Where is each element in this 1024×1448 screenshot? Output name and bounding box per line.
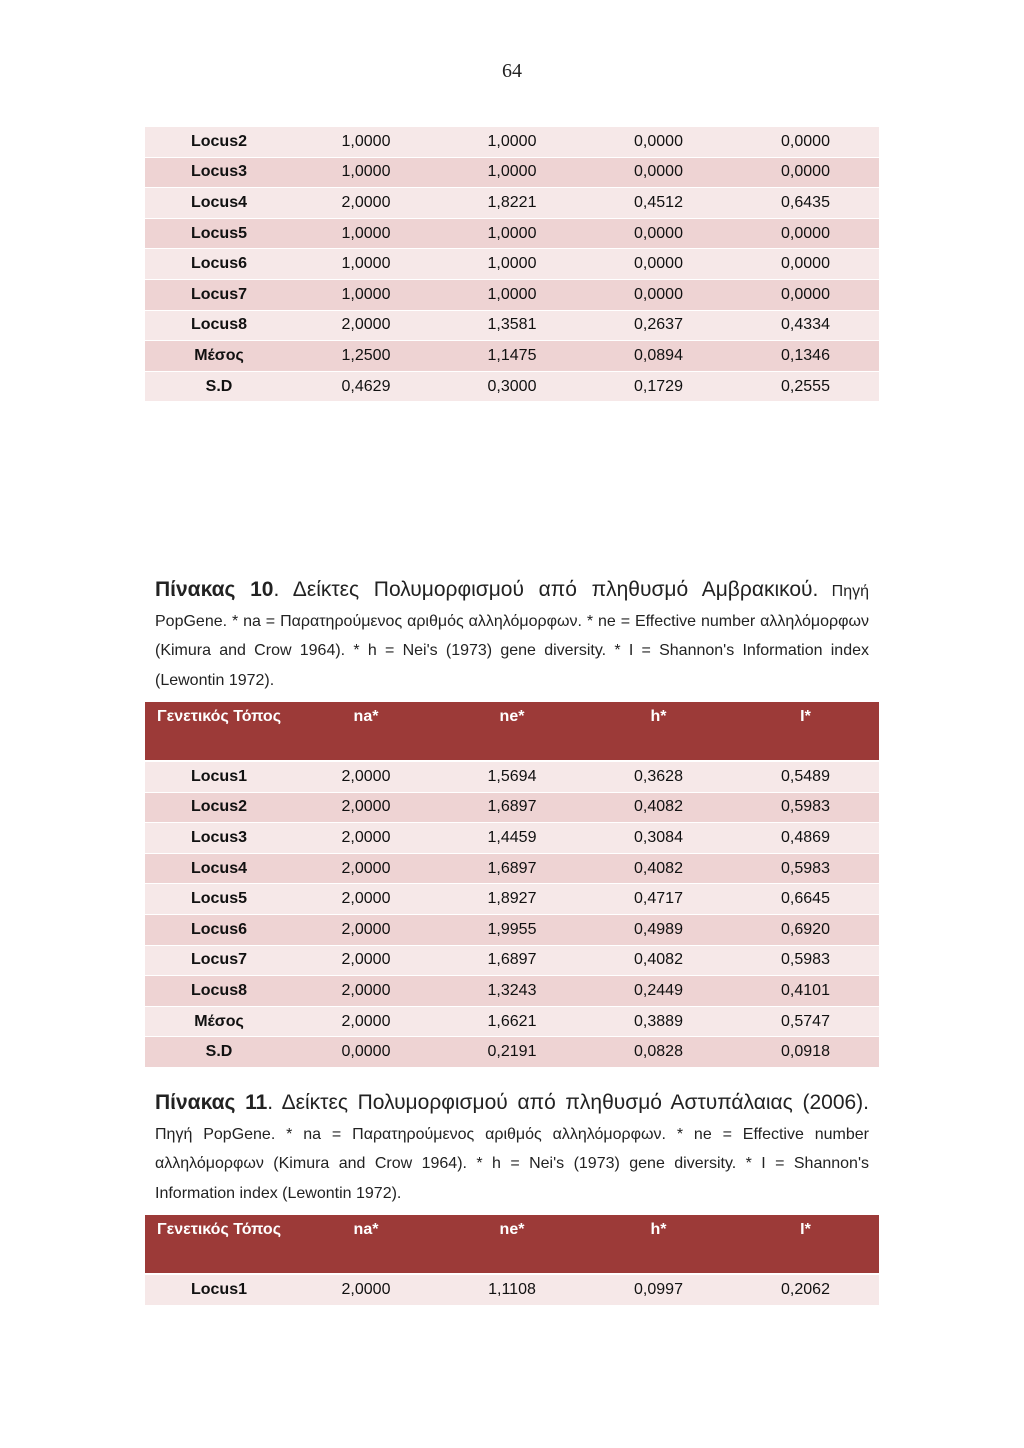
- table-row: [145, 792, 879, 823]
- table-row: [145, 823, 879, 854]
- cell-locus: Locus7: [145, 945, 293, 976]
- cell-h: 0,4082: [585, 853, 732, 884]
- cell-h: 0,3084: [585, 823, 732, 854]
- cell-h: 0,0894: [585, 341, 732, 372]
- table-row: [145, 218, 879, 249]
- cell-i: 0,6435: [732, 188, 879, 219]
- cell-na: 2,0000: [293, 914, 439, 945]
- table10: [145, 702, 879, 1068]
- cell-i: 0,4101: [732, 976, 879, 1007]
- cell-i: 0,1346: [732, 341, 879, 372]
- table10-header-row: [145, 702, 879, 761]
- cell-h: 0,2637: [585, 310, 732, 341]
- table-row: [145, 976, 879, 1007]
- cell-ne: 1,9955: [439, 914, 585, 945]
- cell-ne: 1,0000: [439, 127, 585, 157]
- cell-locus: Μέσος: [145, 341, 293, 372]
- cell-i: 0,0000: [732, 218, 879, 249]
- cell-locus: Locus1: [145, 761, 293, 792]
- cell-locus: Locus4: [145, 188, 293, 219]
- table11-caption: [155, 1088, 869, 1208]
- cell-ne: 0,2191: [439, 1037, 585, 1068]
- cell-na: 1,0000: [293, 218, 439, 249]
- cell-locus: Locus6: [145, 249, 293, 280]
- cell-na: 2,0000: [293, 976, 439, 1007]
- cell-h: 0,0000: [585, 249, 732, 280]
- cell-ne: 1,8221: [439, 188, 585, 219]
- cell-h: 0,4717: [585, 884, 732, 915]
- table11: [145, 1215, 879, 1306]
- table-row: [145, 1037, 879, 1068]
- cell-i: 0,2062: [732, 1274, 879, 1305]
- cell-na: 1,2500: [293, 341, 439, 372]
- cell-na: 2,0000: [293, 188, 439, 219]
- cell-ne: 1,0000: [439, 279, 585, 310]
- cell-locus: Locus8: [145, 976, 293, 1007]
- cell-h: 0,0000: [585, 218, 732, 249]
- table-row: [145, 945, 879, 976]
- table-row: [145, 371, 879, 402]
- table-row: [145, 853, 879, 884]
- cell-i: 0,5489: [732, 761, 879, 792]
- cell-h: 0,0000: [585, 279, 732, 310]
- cell-locus: Locus5: [145, 218, 293, 249]
- cell-locus: Locus2: [145, 127, 293, 157]
- table10-header-na: na*: [293, 702, 439, 761]
- cell-ne: 1,1475: [439, 341, 585, 372]
- cell-h: 0,3628: [585, 761, 732, 792]
- cell-na: 0,0000: [293, 1037, 439, 1068]
- table-row: [145, 914, 879, 945]
- cell-ne: 1,4459: [439, 823, 585, 854]
- table10-caption-text: Πηγή PopGene. * na = Παρατηρούμενος αριθμός αλληλόμορφων. * ne = Effective number αλληλόμορφων (Kimura and Crow 1964). * h = Nei's (1973) gene diversity. * I = Shannon's Information index (Lewontin 1972).: [155, 583, 870, 689]
- cell-i: 0,0000: [732, 279, 879, 310]
- cell-h: 0,4082: [585, 945, 732, 976]
- cell-locus: Locus1: [145, 1274, 293, 1305]
- cell-h: 0,3889: [585, 1006, 732, 1037]
- cell-na: 2,0000: [293, 853, 439, 884]
- cell-ne: 1,0000: [439, 157, 585, 188]
- cell-ne: 1,6897: [439, 792, 585, 823]
- cell-h: 0,0000: [585, 157, 732, 188]
- cell-i: 0,5747: [732, 1006, 879, 1037]
- table11-header-locus: Γενετικός Τόπος: [145, 1215, 293, 1274]
- cell-na: 2,0000: [293, 1274, 439, 1305]
- cell-ne: 1,6897: [439, 945, 585, 976]
- cell-i: 0,6920: [732, 914, 879, 945]
- table-row: [145, 310, 879, 341]
- cell-h: 0,2449: [585, 976, 732, 1007]
- cell-na: 1,0000: [293, 279, 439, 310]
- table10-caption: [155, 575, 869, 695]
- cell-i: 0,5983: [732, 945, 879, 976]
- cell-i: 0,4869: [732, 823, 879, 854]
- cell-i: 0,5983: [732, 792, 879, 823]
- cell-h: 0,0000: [585, 127, 732, 157]
- table-row: [145, 127, 879, 157]
- table10-caption-label: Πίνακας 10: [155, 578, 274, 601]
- cell-ne: 1,0000: [439, 218, 585, 249]
- cell-i: 0,0000: [732, 127, 879, 157]
- table11-header-i: I*: [732, 1215, 879, 1274]
- cell-i: 0,6645: [732, 884, 879, 915]
- cell-na: 2,0000: [293, 792, 439, 823]
- table10-header-ne: ne*: [439, 702, 585, 761]
- cell-ne: 0,3000: [439, 371, 585, 402]
- cell-ne: 1,0000: [439, 249, 585, 280]
- cell-i: 0,0000: [732, 249, 879, 280]
- cell-h: 0,0828: [585, 1037, 732, 1068]
- table10-body: [145, 761, 879, 1067]
- cell-i: 0,0000: [732, 157, 879, 188]
- table-continued: [145, 127, 879, 402]
- table11-caption-title: . Δείκτες Πολυμορφισμού από πληθυσμό Αστυπάλαιας (2006).: [267, 1091, 870, 1114]
- table-row: [145, 249, 879, 280]
- table-row: [145, 884, 879, 915]
- cell-ne: 1,3581: [439, 310, 585, 341]
- cell-h: 0,1729: [585, 371, 732, 402]
- cell-na: 2,0000: [293, 884, 439, 915]
- table11-header-h: h*: [585, 1215, 732, 1274]
- cell-h: 0,4082: [585, 792, 732, 823]
- cell-na: 2,0000: [293, 823, 439, 854]
- cell-na: 1,0000: [293, 127, 439, 157]
- cell-locus: Μέσος: [145, 1006, 293, 1037]
- cell-na: 2,0000: [293, 310, 439, 341]
- cell-na: 2,0000: [293, 761, 439, 792]
- cell-locus: S.D: [145, 371, 293, 402]
- table10-header-h: h*: [585, 702, 732, 761]
- cell-locus: S.D: [145, 1037, 293, 1068]
- table-continued-body: [145, 127, 879, 402]
- table11-header-na: na*: [293, 1215, 439, 1274]
- table-row: [145, 1006, 879, 1037]
- table11-body: [145, 1274, 879, 1305]
- table-row: [145, 279, 879, 310]
- table10-header-i: I*: [732, 702, 879, 761]
- cell-na: 1,0000: [293, 249, 439, 280]
- page-number: 64: [502, 60, 522, 82]
- table-row: [145, 761, 879, 792]
- table-row: [145, 157, 879, 188]
- cell-locus: Locus6: [145, 914, 293, 945]
- table10-header-locus: Γενετικός Τόπος: [145, 702, 293, 761]
- cell-h: 0,4512: [585, 188, 732, 219]
- cell-i: 0,0918: [732, 1037, 879, 1068]
- cell-ne: 1,6621: [439, 1006, 585, 1037]
- cell-ne: 1,5694: [439, 761, 585, 792]
- table11-caption-text: Πηγή PopGene. * na = Παρατηρούμενος αριθμός αλληλόμορφων. * ne = Effective number αλληλόμορφων (Kimura and Crow 1964). * h = Nei's (1973) gene diversity. * I = Shannon's Information index (Lewontin 1972).: [155, 1125, 869, 1202]
- table11-header-ne: ne*: [439, 1215, 585, 1274]
- table-row: [145, 1274, 879, 1305]
- cell-locus: Locus4: [145, 853, 293, 884]
- cell-na: 1,0000: [293, 157, 439, 188]
- cell-locus: Locus8: [145, 310, 293, 341]
- cell-na: 0,4629: [293, 371, 439, 402]
- table11-caption-label: Πίνακας 11: [155, 1091, 268, 1114]
- cell-locus: Locus2: [145, 792, 293, 823]
- cell-ne: 1,8927: [439, 884, 585, 915]
- table10-caption-title: . Δείκτες Πολυμορφισμού από πληθυσμό Αμβρακικού.: [273, 578, 819, 601]
- cell-h: 0,4989: [585, 914, 732, 945]
- cell-locus: Locus7: [145, 279, 293, 310]
- cell-i: 0,2555: [732, 371, 879, 402]
- table11-header-row: [145, 1215, 879, 1274]
- cell-na: 2,0000: [293, 1006, 439, 1037]
- cell-locus: Locus3: [145, 823, 293, 854]
- cell-i: 0,5983: [732, 853, 879, 884]
- cell-locus: Locus3: [145, 157, 293, 188]
- cell-ne: 1,6897: [439, 853, 585, 884]
- cell-na: 2,0000: [293, 945, 439, 976]
- cell-i: 0,4334: [732, 310, 879, 341]
- cell-ne: 1,1108: [439, 1274, 585, 1305]
- cell-locus: Locus5: [145, 884, 293, 915]
- table-row: [145, 341, 879, 372]
- cell-ne: 1,3243: [439, 976, 585, 1007]
- cell-h: 0,0997: [585, 1274, 732, 1305]
- table-row: [145, 188, 879, 219]
